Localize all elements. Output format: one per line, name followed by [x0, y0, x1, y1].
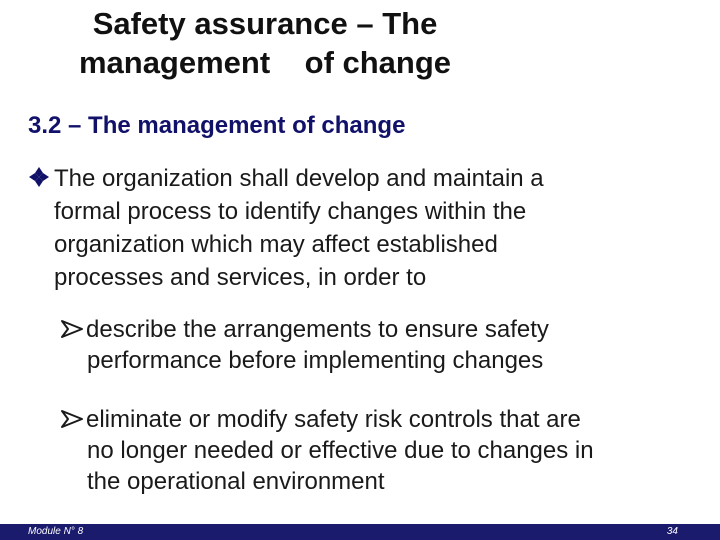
section-heading: 3.2 – The management of change — [28, 112, 406, 139]
slide-title-line-2: management of change — [78, 45, 452, 80]
main-bullet-line-3: organization which may affect established — [54, 231, 498, 258]
arrow-bullet-icon — [60, 408, 84, 430]
sub-bullet-2-line-2: no longer needed or effective due to changes in — [87, 437, 594, 464]
sub-bullet-2-line-3: the operational environment — [87, 468, 385, 495]
main-bullet-line-1 — [28, 162, 678, 195]
sub-bullet-1-text-1: describe the arrangements to ensure safety — [86, 316, 549, 343]
main-bullet-line-4: processes and services, in order to — [54, 264, 427, 291]
sub-bullet-2-text-1: eliminate or modify safety risk controls that are — [86, 406, 581, 433]
footer-module-label: Module N° 8 — [28, 526, 84, 537]
sub-bullet-2-line-1 — [60, 404, 700, 435]
slide-title-line-1: Safety assurance – The — [92, 6, 438, 41]
main-bullet-line-2: formal process to identify changes within the — [54, 198, 527, 225]
diamond-bullet-icon — [28, 166, 50, 188]
arrow-bullet-icon — [60, 318, 84, 340]
sub-bullet-1 — [60, 314, 700, 376]
slide-title — [30, 4, 500, 82]
footer-bar — [0, 524, 720, 540]
main-bullet-text-1: The organization shall develop and maintain a — [54, 165, 544, 192]
sub-bullet-2 — [60, 404, 700, 497]
sub-bullet-1-line-2: performance before implementing changes — [87, 347, 544, 374]
main-bullet — [28, 162, 678, 294]
footer-page-number: 34 — [666, 526, 678, 537]
sub-bullet-1-line-1 — [60, 314, 700, 345]
